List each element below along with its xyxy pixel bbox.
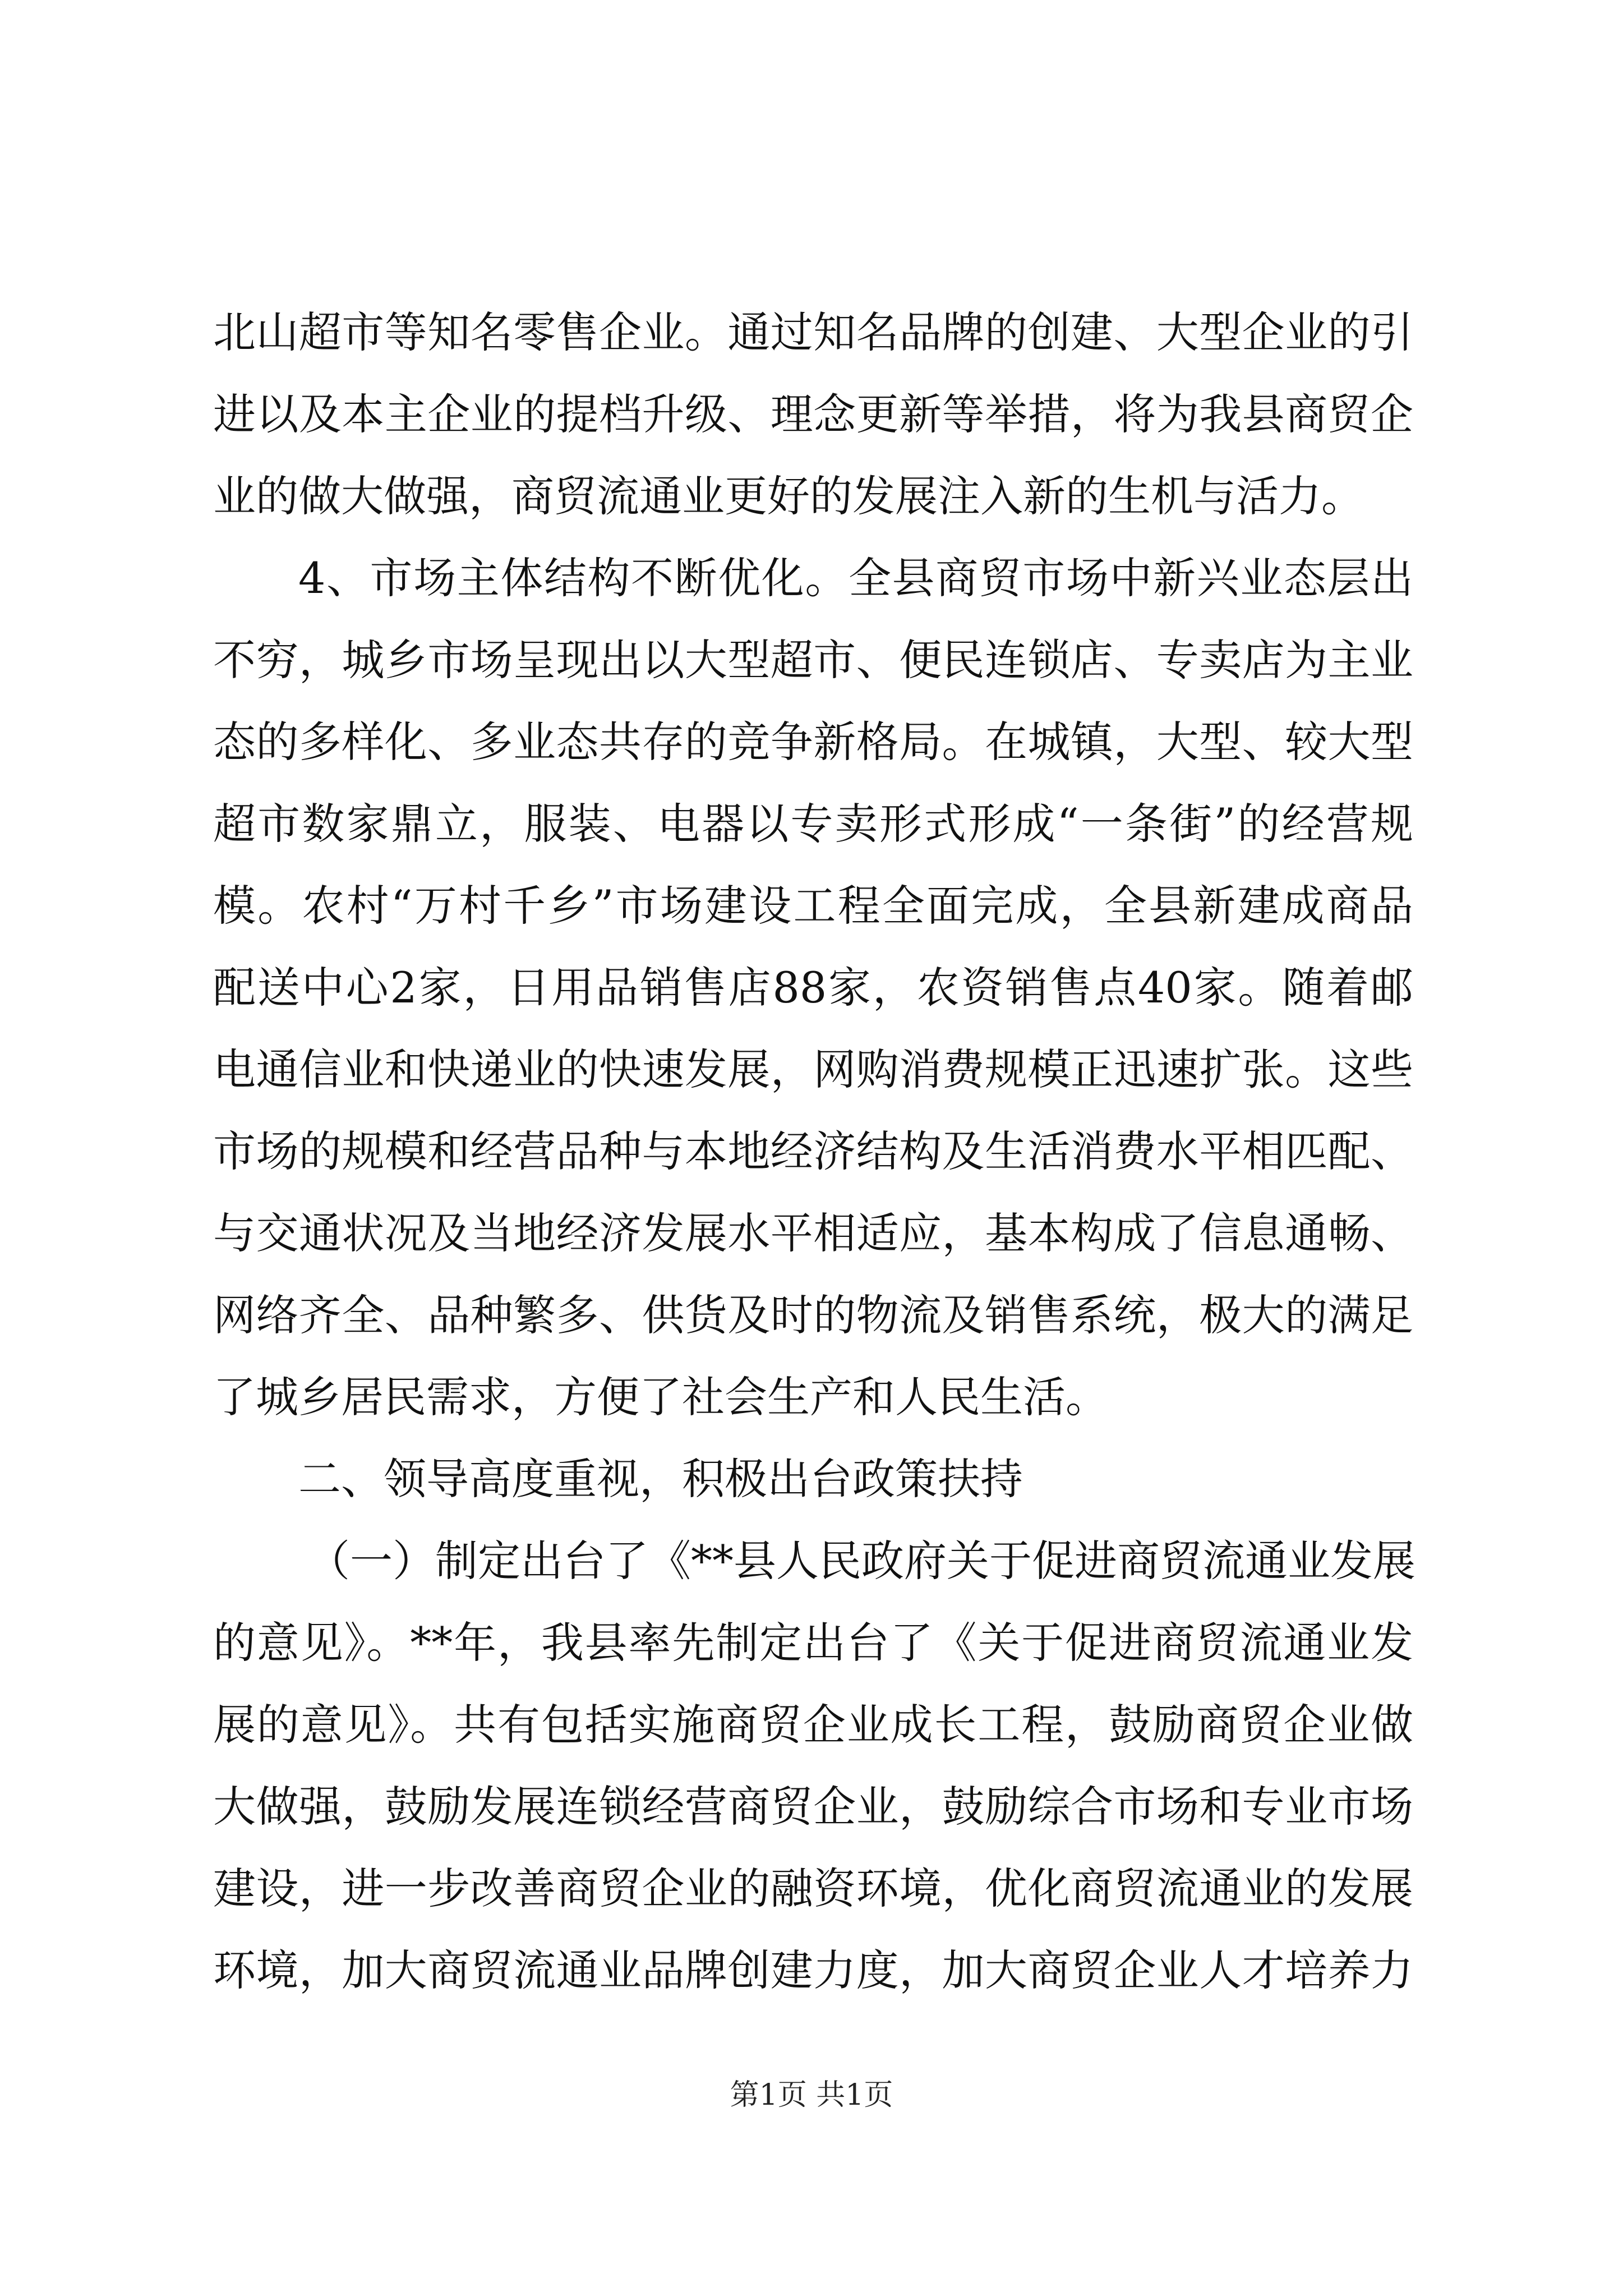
text-line: 模。农村“万村千乡”市场建设工程全面完成，全县新建成商品 [213,881,1413,931]
text-line: 网络齐全、品种繁多、供货及时的物流及销售系统，极大的满足 [213,1290,1413,1340]
text-line: 环境，加大商贸流通业品牌创建力度，加大商贸企业人才培养力 [213,1945,1413,1995]
text-line: 电通信业和快递业的快速发展，网购消费规模正迅速扩张。这些 [213,1045,1413,1094]
text-line: 了城乡居民需求，方便了社会生产和人民生活。 [213,1372,1108,1422]
text-line: 超市数家鼎立，服装、电器以专卖形式形成“一条街”的经营规 [213,799,1413,849]
text-line: 展的意见》。共有包括实施商贸企业成长工程，鼓励商贸企业做 [213,1700,1413,1750]
document-body [213,292,1413,2012]
text-line: 业的做大做强，商贸流通业更好的发展注入新的生机与活力。 [213,471,1364,521]
text-line: 市场的规模和经营品种与本地经济结构及生活消费水平相匹配、 [213,1126,1413,1176]
text-line: 的意见》。**年，我县率先制定出台了《关于促进商贸流通业发 [213,1618,1413,1668]
text-line: 不穷，城乡市场呈现出以大型超市、便民连锁店、专卖店为主业 [213,635,1413,685]
text-line: 态的多样化、多业态共存的竞争新格局。在城镇，大型、较大型 [213,717,1413,767]
text-line: 建设，进一步改善商贸企业的融资环境，优化商贸流通业的发展 [213,1864,1413,1913]
page-number-footer: 第1页 共1页 [730,2078,893,2112]
section-heading: 二、领导高度重视，积极出台政策扶持 [298,1454,1023,1504]
text-line: （一）制定出台了《**县人民政府关于促进商贸流通业发展 [307,1536,1415,1586]
text-line: 配送中心2家，日用品销售店88家，农资销售点40家。随着邮 [213,963,1413,1013]
text-line: 进以及本主企业的提档升级、理念更新等举措，将为我县商贸企 [213,389,1413,439]
text-line: 与交通状况及当地经济发展水平相适应，基本构成了信息通畅、 [213,1208,1413,1258]
text-line: 4、市场主体结构不断优化。全县商贸市场中新兴业态层出 [298,553,1413,603]
text-line: 北山超市等知名零售企业。通过知名品牌的创建、大型企业的引 [213,307,1413,357]
text-line: 大做强，鼓励发展连锁经营商贸企业，鼓励综合市场和专业市场 [213,1782,1413,1832]
